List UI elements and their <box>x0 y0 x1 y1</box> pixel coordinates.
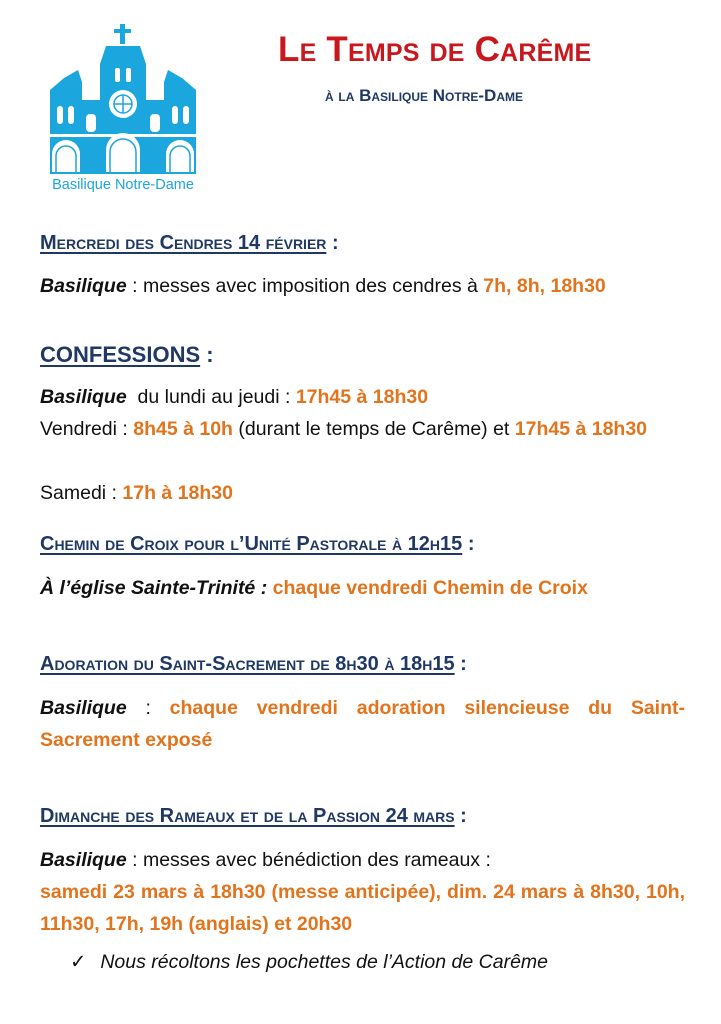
heading-colon: : <box>326 232 339 254</box>
chemin-line <box>40 572 685 604</box>
section-heading-adoration <box>40 653 467 676</box>
section-heading-chemin-de-croix <box>40 533 474 556</box>
highlight: chaque vendredi Chemin de Croix <box>272 577 588 599</box>
heading-text: Adoration du Saint-Sacrement de 8h30 à 18h15 <box>40 653 455 675</box>
confessions-line-2 <box>40 413 685 445</box>
highlight: chaque vendredi adoration silencieuse du Saint-Sacrement exposé <box>40 697 685 751</box>
place-label: À l’église Sainte-Trinité : <box>40 577 268 599</box>
basilica-icon <box>44 22 202 177</box>
section-heading-confessions <box>40 342 214 368</box>
line-text: : messes avec imposition des cendres à <box>126 275 484 297</box>
rameaux-line-1 <box>40 844 685 876</box>
line-text: Vendredi : <box>40 418 134 440</box>
place-label: Basilique <box>40 386 127 408</box>
line-text-mid: (durant le temps de Carême) et <box>232 418 515 440</box>
place-label: Basilique <box>40 697 127 719</box>
page-subtitle: à la Basilique Notre-Dame <box>325 86 523 105</box>
action-careme-note <box>70 950 548 974</box>
times: 17h à 18h30 <box>122 482 233 504</box>
heading-colon: : <box>454 653 467 675</box>
basilique-logo <box>44 22 202 194</box>
section-heading-rameaux <box>40 805 467 828</box>
place-label: Basilique <box>40 849 127 871</box>
highlight: samedi 23 mars à 18h30 (messe anticipée), dim. 24 mars à 8h30, 10h, 11h30, 17h, 19h (anglais) et 20h30 <box>40 881 685 935</box>
line-text: : <box>126 697 170 719</box>
adoration-line <box>40 692 685 756</box>
logo-caption: Basilique Notre-Dame <box>52 177 194 193</box>
heading-colon: : <box>462 533 475 555</box>
heading-text: CONFESSIONS <box>40 342 201 367</box>
times-2: 17h45 à 18h30 <box>514 418 648 440</box>
rameaux-line-2 <box>40 876 685 940</box>
page-title: Le Temps de Carême <box>278 30 592 69</box>
cendres-line <box>40 270 685 302</box>
confessions-line-3 <box>40 477 685 509</box>
heading-text: Chemin de Croix pour l’Unité Pastorale à 12h15 <box>40 533 463 555</box>
times: 17h45 à 18h30 <box>295 386 429 408</box>
heading-colon: : <box>454 805 467 827</box>
heading-text: Dimanche des Rameaux et de la Passion 24 mars <box>40 805 455 827</box>
line-text: : messes avec bénédiction des rameaux : <box>126 849 491 871</box>
times: 7h, 8h, 18h30 <box>483 275 606 297</box>
place-label: Basilique <box>40 275 127 297</box>
section-heading-cendres <box>40 232 339 255</box>
confessions-line-1 <box>40 381 685 413</box>
checkmark-icon: ✓ <box>70 951 87 973</box>
heading-colon: : <box>200 342 214 367</box>
note-text: Nous récoltons les pochettes de l’Action de Carême <box>100 951 548 973</box>
line-text: Samedi : <box>40 482 123 504</box>
line-text: du lundi au jeudi : <box>126 386 296 408</box>
heading-text: Mercredi des Cendres 14 février <box>40 232 327 254</box>
times: 8h45 à 10h <box>133 418 233 440</box>
